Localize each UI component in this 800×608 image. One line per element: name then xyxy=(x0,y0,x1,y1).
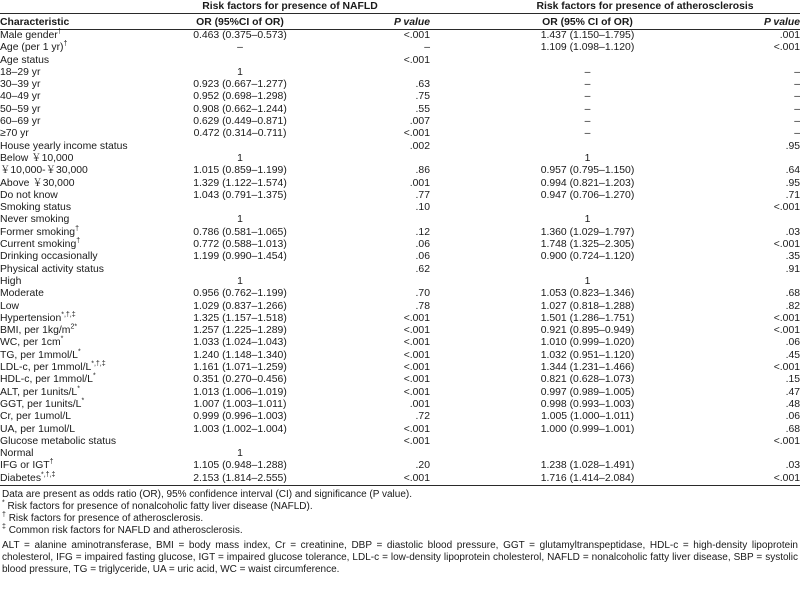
row-or-nafld: 0.952 (0.698–1.298) xyxy=(193,91,287,103)
row-p-atherosclerosis: .03 xyxy=(785,226,800,238)
row-or-atherosclerosis: 1 xyxy=(584,275,591,287)
row-label: Cr, per 1umol/L xyxy=(0,411,72,423)
row-p-nafld: .78 xyxy=(415,300,430,312)
table-row xyxy=(0,350,800,362)
row-p-nafld: .55 xyxy=(415,103,430,115)
row-spacer xyxy=(430,227,490,239)
row-p-nafld: .12 xyxy=(415,226,430,238)
row-spacer xyxy=(430,67,490,79)
table-row xyxy=(0,42,800,54)
row-spacer xyxy=(430,301,490,313)
row-label: Former smoking† xyxy=(0,225,79,238)
row-spacer xyxy=(430,448,490,460)
row-label: ≥70 yr xyxy=(0,128,29,140)
column-header-characteristic: Characteristic xyxy=(0,14,150,30)
row-p-nafld: .10 xyxy=(415,202,430,214)
row-label-superscript: * xyxy=(81,397,85,405)
row-or-atherosclerosis: 1.716 (1.414–2.084) xyxy=(490,473,685,486)
row-or-atherosclerosis: – xyxy=(584,116,591,128)
table-row xyxy=(0,227,800,239)
row-p-nafld: .20 xyxy=(415,460,430,472)
row-spacer xyxy=(430,202,490,214)
row-or-atherosclerosis: 1.053 (0.823–1.346) xyxy=(540,288,635,300)
table-row xyxy=(0,448,800,460)
row-label: 50–59 yr xyxy=(0,103,41,115)
table-row xyxy=(0,301,800,313)
row-or-atherosclerosis: 1.501 (1.286–1.751) xyxy=(540,312,635,324)
row-label: BMI, per $1kg/m^{2*}$ xyxy=(0,323,78,337)
row-label: 60–69 yr xyxy=(0,116,41,128)
row-spacer xyxy=(430,251,490,263)
row-or-nafld: 1 xyxy=(237,152,243,164)
row-or-nafld xyxy=(150,202,330,214)
row-or-nafld: 1 xyxy=(237,448,243,460)
row-or-nafld: 1.325 (1.157–1.518) xyxy=(193,312,287,324)
row-or-atherosclerosis: 1.238 (1.028–1.491) xyxy=(540,460,635,472)
row-spacer xyxy=(430,411,490,423)
row-p-atherosclerosis: .68 xyxy=(785,288,800,300)
table-row xyxy=(0,251,800,263)
row-label: Age status xyxy=(0,54,50,66)
row-p-atherosclerosis: .06 xyxy=(785,337,800,349)
row-spacer xyxy=(430,288,490,300)
row-label-superscript: † xyxy=(57,28,62,36)
row-or-nafld: 0.772 (0.588–1.013) xyxy=(193,239,287,251)
row-p-atherosclerosis: .95 xyxy=(785,140,800,152)
row-p-nafld: .72 xyxy=(415,411,430,423)
row-or-nafld: 1.033 (1.024–1.043) xyxy=(193,337,287,349)
row-spacer xyxy=(430,436,490,448)
row-or-atherosclerosis xyxy=(490,55,685,67)
row-spacer xyxy=(430,104,490,116)
row-or-nafld: 1.199 (0.990–1.454) xyxy=(193,251,287,263)
row-spacer xyxy=(430,128,490,140)
row-spacer xyxy=(430,424,490,436)
row-label: ￥10,000-￥30,000 xyxy=(0,165,88,177)
row-p-nafld: .06 xyxy=(415,239,430,251)
row-spacer xyxy=(430,325,490,337)
row-p-nafld: <.001 xyxy=(403,435,430,447)
row-label: GGT, per 1units/L* xyxy=(0,397,85,410)
row-or-atherosclerosis: 0.997 (0.989–1.005) xyxy=(540,386,635,398)
row-label-superscript: † xyxy=(49,458,54,466)
row-label: 40–49 yr xyxy=(0,91,41,103)
row-or-nafld: 0.786 (0.581–1.065) xyxy=(193,226,287,238)
row-spacer xyxy=(430,264,490,276)
row-spacer xyxy=(430,399,490,411)
row-or-atherosclerosis xyxy=(490,202,685,214)
table-row xyxy=(0,202,800,214)
row-or-atherosclerosis: 1.005 (1.000–1.011) xyxy=(541,411,634,423)
row-spacer xyxy=(430,91,490,103)
row-p-atherosclerosis: .35 xyxy=(785,251,800,263)
row-label: Normal xyxy=(0,448,34,460)
table-row xyxy=(0,104,800,116)
table-row xyxy=(0,276,800,288)
row-p-nafld: <.001 xyxy=(403,128,430,140)
row-p-nafld xyxy=(330,153,430,165)
table-row xyxy=(0,399,800,411)
row-label: IFG or IGT† xyxy=(0,458,54,472)
row-or-nafld: 1 xyxy=(237,275,243,287)
row-label-superscript: * xyxy=(92,372,96,380)
column-header-or-atherosclerosis: OR (95% CI of OR) xyxy=(490,14,685,30)
row-p-atherosclerosis: .64 xyxy=(785,165,800,177)
row-spacer xyxy=(430,116,490,128)
table-body xyxy=(0,30,800,486)
row-p-nafld: .77 xyxy=(415,189,430,201)
row-or-nafld: 1.007 (1.003–1.011) xyxy=(193,398,287,410)
row-or-atherosclerosis: 0.998 (0.993–1.003) xyxy=(540,398,635,410)
row-label: Diabetes*,†,‡ xyxy=(0,473,150,486)
row-spacer xyxy=(430,387,490,399)
row-or-nafld: 1.257 (1.225–1.289) xyxy=(193,325,287,337)
row-or-atherosclerosis: 1.437 (1.150–1.795) xyxy=(540,30,635,41)
row-spacer xyxy=(430,460,490,472)
row-p-atherosclerosis: <.001 xyxy=(773,42,800,54)
row-or-atherosclerosis: 1.344 (1.231–1.466) xyxy=(540,362,635,374)
row-p-atherosclerosis: .47 xyxy=(785,386,800,398)
table-row xyxy=(0,424,800,436)
row-or-atherosclerosis: 0.994 (0.821–1.203) xyxy=(540,177,635,189)
row-or-atherosclerosis xyxy=(490,264,685,276)
row-label: Below ￥10,000 xyxy=(0,152,74,164)
table-row xyxy=(0,214,800,226)
row-p-nafld: <.001 xyxy=(403,423,430,435)
table-row xyxy=(0,264,800,276)
row-p-nafld: <.001 xyxy=(403,54,430,66)
table-row xyxy=(0,473,800,486)
row-or-nafld: 0.923 (0.667–1.277) xyxy=(193,79,287,91)
row-p-nafld: <.001 xyxy=(403,386,430,398)
column-header-row xyxy=(0,14,800,30)
row-label-superscript: * xyxy=(77,385,80,393)
table-row xyxy=(0,362,800,374)
row-p-atherosclerosis: .82 xyxy=(785,300,800,312)
row-p-atherosclerosis: .68 xyxy=(785,423,800,435)
row-p-atherosclerosis: – xyxy=(794,66,800,78)
row-p-nafld: <.001 xyxy=(403,312,430,324)
row-or-atherosclerosis xyxy=(490,448,685,460)
row-label: UA, per 1umol/L xyxy=(0,423,76,435)
row-p-atherosclerosis: <.001 xyxy=(773,202,800,214)
row-or-atherosclerosis: 1.032 (0.951–1.120) xyxy=(540,349,635,361)
row-label-superscript: *,†,‡ xyxy=(61,311,76,319)
table-row xyxy=(0,128,800,140)
row-spacer xyxy=(430,374,490,386)
column-header-p-nafld: P value xyxy=(330,14,430,30)
row-label-superscript: * xyxy=(77,348,81,356)
row-label: 18–29 yr xyxy=(0,66,41,78)
table-row xyxy=(0,30,800,43)
row-label-superscript: † xyxy=(75,225,79,233)
row-or-atherosclerosis: 0.957 (0.795–1.150) xyxy=(540,165,635,177)
row-p-atherosclerosis xyxy=(685,55,800,67)
row-or-atherosclerosis: – xyxy=(584,128,591,140)
row-p-nafld: – xyxy=(424,42,430,54)
row-p-nafld: .007 xyxy=(409,116,430,128)
row-or-nafld: 1.329 (1.122–1.574) xyxy=(193,177,287,189)
row-label: Male gender† xyxy=(0,28,62,41)
row-label: Drinking occasionally xyxy=(0,251,98,263)
row-or-nafld xyxy=(150,141,330,153)
row-or-atherosclerosis: 1.109 (1.098–1.120) xyxy=(540,42,635,54)
row-p-atherosclerosis: .95 xyxy=(785,177,800,189)
table-row xyxy=(0,374,800,386)
row-p-nafld: <.001 xyxy=(403,337,430,349)
row-spacer xyxy=(430,473,490,486)
row-spacer xyxy=(430,239,490,251)
row-or-atherosclerosis: 0.921 (0.895–0.949) xyxy=(540,325,635,337)
row-label: WC, per 1cm* xyxy=(0,335,64,349)
row-spacer xyxy=(430,55,490,67)
row-or-atherosclerosis: 1.360 (1.029–1.797) xyxy=(540,226,635,238)
table-row xyxy=(0,67,800,79)
table-row xyxy=(0,387,800,399)
row-p-atherosclerosis: .71 xyxy=(785,189,800,201)
table-row xyxy=(0,411,800,423)
row-spacer xyxy=(430,350,490,362)
row-label: Physical activity status xyxy=(0,263,104,275)
row-or-atherosclerosis: 1.027 (0.818–1.288) xyxy=(540,300,635,312)
row-label: Hypertension*,†,‡ xyxy=(0,311,76,324)
row-spacer xyxy=(430,313,490,325)
row-or-nafld xyxy=(150,55,330,67)
column-header-or-nafld: OR (95%CI of OR) xyxy=(150,14,330,30)
table-row xyxy=(0,239,800,251)
row-p-atherosclerosis xyxy=(685,448,800,460)
row-or-nafld: 1.161 (1.071–1.259) xyxy=(193,362,287,374)
row-p-atherosclerosis: .06 xyxy=(785,411,800,423)
row-or-nafld: 1 xyxy=(237,66,243,78)
row-label: 30–39 yr xyxy=(0,79,41,91)
row-p-nafld xyxy=(330,214,430,226)
row-spacer xyxy=(430,337,490,349)
row-p-atherosclerosis: .48 xyxy=(785,398,800,410)
row-label: Above ￥30,000 xyxy=(0,177,75,189)
row-p-nafld: .002 xyxy=(409,140,430,152)
row-p-atherosclerosis: .03 xyxy=(785,460,800,472)
footnote-abbreviations: ALT = alanine aminotransferase, BMI = body mass index, Cr = creatinine, DBP = diastolic blood pressure, GGT = glutamyltranspeptidase, HDL-c = high-density lipoprotein cholesterol, IFG = impaired fasting glucose, IGT = impaired glucose tolerance, LDL-c = low-density lipoprotein cholesterol, NAFLD = nonalcoholic fatty liver disease, SBP = systolic blood pressure, TG = triglyceride, UA = uric acid, WC = waist circumference. xyxy=(2,540,798,575)
row-p-nafld: <.001 xyxy=(330,473,430,486)
row-or-nafld: 0.629 (0.449–0.871) xyxy=(193,116,287,128)
table-row xyxy=(0,141,800,153)
row-or-atherosclerosis xyxy=(490,141,685,153)
row-or-nafld: – xyxy=(237,42,243,54)
row-or-atherosclerosis: – xyxy=(584,91,591,103)
row-p-atherosclerosis: – xyxy=(794,91,800,103)
row-spacer xyxy=(430,362,490,374)
row-or-atherosclerosis: 0.947 (0.706–1.270) xyxy=(540,189,635,201)
row-p-nafld: .70 xyxy=(415,288,430,300)
row-spacer xyxy=(430,276,490,288)
row-label: HDL-c, per 1mmol/L* xyxy=(0,372,96,386)
row-spacer xyxy=(430,178,490,190)
table-row xyxy=(0,153,800,165)
row-p-atherosclerosis: – xyxy=(794,79,800,91)
row-spacer xyxy=(430,30,490,43)
footnote-atherosclerosis: † Risk factors for presence of atherosclerosis. xyxy=(2,511,204,524)
row-p-atherosclerosis xyxy=(685,214,800,226)
row-or-nafld: 0.351 (0.270–0.456) xyxy=(193,374,287,386)
footnote-main: Data are present as odds ratio (OR), 95% confidence interval (CI) and significance (P value). xyxy=(2,489,413,500)
footnote-common: ‡ Common risk factors for NAFLD and atherosclerosis. xyxy=(2,523,243,536)
row-p-nafld: .86 xyxy=(415,165,430,177)
row-or-nafld: 2.153 (1.814–2.555) xyxy=(150,473,330,486)
row-or-atherosclerosis xyxy=(490,436,685,448)
row-label: Glucose metabolic status xyxy=(0,435,117,447)
row-or-atherosclerosis: – xyxy=(584,66,591,78)
row-or-atherosclerosis: 1 xyxy=(584,214,591,226)
row-or-nafld: 0.463 (0.375–0.573) xyxy=(193,30,287,41)
row-p-nafld: <.001 xyxy=(403,374,430,386)
row-label-superscript: * xyxy=(60,335,64,343)
row-spacer xyxy=(430,190,490,202)
table-row xyxy=(0,91,800,103)
row-label: Low xyxy=(0,300,20,312)
column-header-p-atherosclerosis: P value xyxy=(685,14,800,30)
table-row xyxy=(0,288,800,300)
row-spacer xyxy=(430,141,490,153)
footnote-nafld: * Risk factors for presence of nonalcoholic fatty liver disease (NAFLD). xyxy=(2,499,313,512)
row-p-atherosclerosis: .15 xyxy=(785,374,800,386)
table-row xyxy=(0,460,800,472)
table-row xyxy=(0,337,800,349)
table-footnotes xyxy=(2,489,798,576)
row-or-nafld: 1.003 (1.002–1.004) xyxy=(193,423,287,435)
row-p-atherosclerosis: – xyxy=(794,116,800,128)
row-label-superscript: *,†,‡ xyxy=(91,360,106,368)
table-row xyxy=(0,190,800,202)
row-p-atherosclerosis: – xyxy=(794,103,800,115)
row-label: Current smoking† xyxy=(0,237,81,251)
row-label-superscript: † xyxy=(76,237,81,245)
row-p-nafld: <.001 xyxy=(403,349,430,361)
table-row xyxy=(0,436,800,448)
row-p-nafld: .06 xyxy=(415,251,430,263)
row-p-nafld: <.001 xyxy=(403,30,430,41)
row-or-nafld: 0.999 (0.996–1.003) xyxy=(193,411,287,423)
row-label: ALT, per 1units/L* xyxy=(0,385,80,398)
row-or-nafld: 0.908 (0.662–1.244) xyxy=(193,103,287,115)
table-row xyxy=(0,116,800,128)
row-p-atherosclerosis xyxy=(685,153,800,165)
row-p-nafld: .001 xyxy=(409,398,430,410)
row-label: Smoking status xyxy=(0,202,72,214)
row-p-atherosclerosis: <.001 xyxy=(773,239,800,251)
row-or-nafld: 0.472 (0.314–0.711) xyxy=(193,128,287,140)
row-p-atherosclerosis: <.001 xyxy=(773,325,800,337)
table-row xyxy=(0,79,800,91)
row-p-atherosclerosis: <.001 xyxy=(773,312,800,324)
row-or-atherosclerosis: 0.900 (0.724–1.120) xyxy=(540,251,635,263)
row-label: Never smoking xyxy=(0,214,70,226)
row-p-atherosclerosis: <.001 xyxy=(773,435,800,447)
row-p-atherosclerosis: <.001 xyxy=(685,473,800,486)
row-spacer xyxy=(430,165,490,177)
row-label: High xyxy=(0,275,22,287)
row-or-nafld: 1.015 (0.859–1.199) xyxy=(193,165,287,177)
row-p-nafld xyxy=(330,67,430,79)
row-label: Age (per 1 yr)† xyxy=(0,40,68,54)
row-p-nafld xyxy=(330,276,430,288)
row-or-atherosclerosis: 0.821 (0.628–1.073) xyxy=(540,374,635,386)
row-label: Do not know xyxy=(0,189,58,201)
row-p-nafld: .62 xyxy=(415,263,430,275)
table-row xyxy=(0,313,800,325)
table-row xyxy=(0,55,800,67)
table-row xyxy=(0,325,800,337)
row-p-atherosclerosis: <.001 xyxy=(773,362,800,374)
row-or-nafld: 1.013 (1.006–1.019) xyxy=(193,386,287,398)
row-p-nafld: <.001 xyxy=(403,362,430,374)
row-or-atherosclerosis: 1 xyxy=(584,152,591,164)
row-or-nafld: 1.240 (1.148–1.340) xyxy=(193,349,287,361)
table-row xyxy=(0,165,800,177)
row-label-superscript: *,†,‡ xyxy=(41,471,56,479)
row-or-atherosclerosis: 1.748 (1.325–2.305) xyxy=(540,239,635,251)
row-or-atherosclerosis: – xyxy=(584,103,591,115)
row-label: LDL-c, per 1mmol/L*,†,‡ xyxy=(0,360,106,374)
row-or-atherosclerosis: – xyxy=(584,79,591,91)
row-or-atherosclerosis: 1.010 (0.999–1.020) xyxy=(540,337,635,349)
row-or-nafld: 1.043 (0.791–1.375) xyxy=(193,189,287,201)
row-or-nafld: 1 xyxy=(237,214,243,226)
row-or-nafld xyxy=(150,264,330,276)
row-or-nafld xyxy=(150,436,330,448)
row-p-nafld: .63 xyxy=(415,79,430,91)
row-label-superscript: † xyxy=(63,40,68,48)
row-spacer xyxy=(430,79,490,91)
row-label: House yearly income status xyxy=(0,140,128,152)
group-header-atherosclerosis: Risk factors for presence of atherosclerosis xyxy=(490,0,800,14)
row-spacer xyxy=(430,42,490,54)
row-p-nafld xyxy=(330,448,430,460)
row-label: TG, per 1mmol/L* xyxy=(0,348,81,361)
row-p-atherosclerosis: .001 xyxy=(779,30,800,41)
row-p-atherosclerosis: .45 xyxy=(785,349,800,361)
row-label-superscript: 2* xyxy=(70,323,78,331)
row-p-atherosclerosis: .91 xyxy=(785,263,800,275)
row-or-nafld: 0.956 (0.762–1.199) xyxy=(193,288,287,300)
row-p-nafld: <.001 xyxy=(403,325,430,337)
row-p-atherosclerosis: – xyxy=(794,128,800,140)
row-spacer xyxy=(430,153,490,165)
group-header-row xyxy=(0,0,800,14)
row-spacer xyxy=(430,214,490,226)
group-header-nafld: Risk factors for presence of NAFLD xyxy=(150,0,430,14)
table-row xyxy=(0,178,800,190)
row-or-atherosclerosis: 1.000 (0.999–1.001) xyxy=(540,423,635,435)
row-or-nafld: 1.029 (0.837–1.266) xyxy=(193,300,287,312)
row-p-nafld: .75 xyxy=(415,91,430,103)
row-label: Moderate xyxy=(0,288,44,300)
row-p-atherosclerosis xyxy=(685,276,800,288)
row-or-nafld: 1.105 (0.948–1.288) xyxy=(193,460,287,472)
row-p-nafld: .001 xyxy=(409,177,430,189)
